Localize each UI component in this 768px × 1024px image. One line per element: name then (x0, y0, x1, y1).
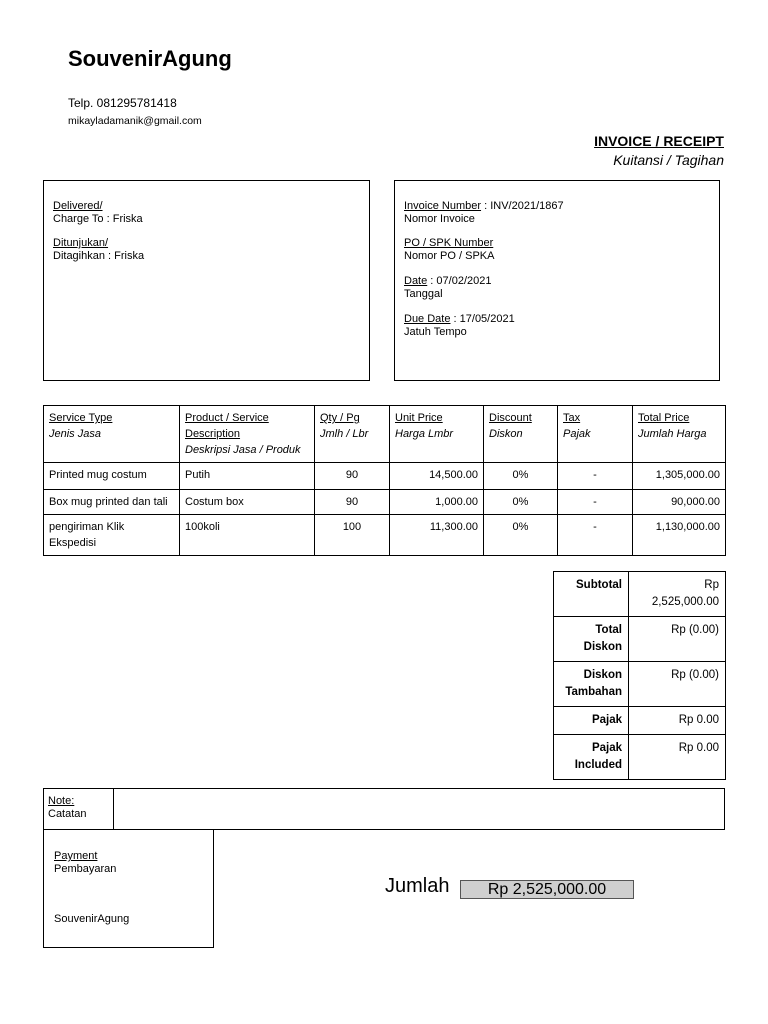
row-product: Putih (180, 463, 315, 490)
invoice-info-box (394, 180, 720, 381)
pajak-included-value: Rp 0.00 (629, 735, 726, 780)
charge-to-label: Charge To : (53, 213, 113, 225)
subtotal-value: Rp 2,525,000.00 (629, 572, 726, 617)
date-label: Date (404, 275, 428, 287)
header-total (633, 406, 726, 463)
note-label-block (48, 795, 87, 821)
header-product-label: Product / Service (185, 412, 269, 424)
header-qty-sub: Jmlh / Lbr (320, 428, 369, 440)
billed-to-block (53, 237, 144, 263)
table-row (44, 490, 726, 515)
header-product (180, 406, 315, 463)
row-discount: 0% (484, 490, 558, 515)
due-date-label: Due Date (404, 313, 451, 325)
row-tax: - (558, 515, 633, 556)
row-total: 1,305,000.00 (633, 463, 726, 490)
header-service-type-sub: Jenis Jasa (49, 428, 101, 440)
date-block (404, 275, 491, 301)
header-service-type-label: Service Type (49, 412, 113, 424)
due-date-block (404, 313, 515, 339)
header-qty-label: Qty / Pg (320, 412, 360, 424)
charge-to-block (53, 200, 143, 226)
note-divider (113, 789, 114, 829)
items-table (43, 405, 726, 556)
pajak-included-label: Pajak Included (554, 735, 629, 780)
table-row (44, 515, 726, 556)
totals-row-subtotal (554, 572, 726, 617)
date-value: : 07/02/2021 (427, 275, 492, 287)
payment-box (43, 829, 214, 948)
header-total-label: Total Price (638, 412, 690, 424)
header-unit-price-label: Unit Price (395, 412, 443, 424)
header-discount (484, 406, 558, 463)
due-date-value: : 17/05/2021 (450, 313, 515, 325)
header-discount-label: Discount (489, 412, 532, 424)
due-date-sub: Jatuh Tempo (404, 326, 467, 338)
row-unit-price: 1,000.00 (390, 490, 484, 515)
po-number-block (404, 237, 494, 263)
totals-row-total-diskon (554, 617, 726, 662)
header-discount-sub: Diskon (489, 428, 523, 440)
row-total: 90,000.00 (633, 490, 726, 515)
header-service-type (44, 406, 180, 463)
row-qty: 90 (315, 463, 390, 490)
row-unit-price: 14,500.00 (390, 463, 484, 490)
note-box (43, 788, 725, 830)
header-qty (315, 406, 390, 463)
total-diskon-value: Rp (0.00) (629, 617, 726, 662)
po-number-label: PO / SPK Number (404, 237, 494, 249)
invoice-number-block (404, 200, 564, 226)
ditagihkan-label: Ditagihkan : (53, 250, 115, 262)
total-diskon-label: Total Diskon (554, 617, 629, 662)
header-unit-price (390, 406, 484, 463)
payment-sub: Pembayaran (54, 863, 117, 875)
company-phone: Telp. 081295781418 (68, 96, 177, 110)
header-unit-price-sub: Harga Lmbr (395, 428, 454, 440)
payment-label-block (54, 850, 116, 876)
note-label: Note: (48, 795, 75, 807)
header-product-sub: Deskripsi Jasa / Produk (185, 444, 301, 456)
row-unit-price: 11,300.00 (390, 515, 484, 556)
diskon-tambahan-label: Diskon Tambahan (554, 662, 629, 707)
invoice-number-value: : INV/2021/1867 (481, 200, 564, 212)
row-discount: 0% (484, 463, 558, 490)
row-product: Costum box (180, 490, 315, 515)
delivered-label: Delivered/ (53, 200, 103, 212)
row-qty: 100 (315, 515, 390, 556)
invoice-number-sub: Nomor Invoice (404, 213, 475, 225)
diskon-tambahan-value: Rp (0.00) (629, 662, 726, 707)
company-email: mikayladamanik@gmail.com (68, 115, 202, 127)
ditagihkan-value: Friska (114, 250, 145, 262)
document-title: INVOICE / RECEIPT (594, 133, 724, 149)
table-row (44, 463, 726, 490)
date-sub: Tanggal (404, 288, 443, 300)
header-tax-label: Tax (563, 412, 581, 424)
header-tax-sub: Pajak (563, 428, 591, 440)
row-tax: - (558, 490, 633, 515)
row-service: pengiriman Klik Ekspedisi (44, 515, 180, 556)
totals-table (553, 571, 726, 780)
note-sub: Catatan (48, 808, 87, 820)
row-product: 100koli (180, 515, 315, 556)
jumlah-value: Rp 2,525,000.00 (460, 880, 634, 899)
company-name: SouvenirAgung (68, 46, 232, 71)
row-total: 1,130,000.00 (633, 515, 726, 556)
invoice-number-label: Invoice Number (404, 200, 482, 212)
subtotal-label: Subtotal (554, 572, 629, 617)
row-tax: - (558, 463, 633, 490)
payment-label: Payment (54, 850, 98, 862)
po-number-sub: Nomor PO / SPKA (404, 250, 495, 262)
row-service: Printed mug costum (44, 463, 180, 490)
table-header-row (44, 406, 726, 463)
totals-row-diskon-tambahan (554, 662, 726, 707)
header-product-label-2: Description (185, 428, 241, 440)
header-tax (558, 406, 633, 463)
row-qty: 90 (315, 490, 390, 515)
header-total-sub: Jumlah Harga (638, 428, 707, 440)
jumlah-label: Jumlah (385, 875, 450, 897)
document-subtitle: Kuitansi / Tagihan (613, 152, 724, 168)
row-discount: 0% (484, 515, 558, 556)
charge-to-value: Friska (112, 213, 143, 225)
row-service: Box mug printed dan tali (44, 490, 180, 515)
bill-to-box (43, 180, 370, 381)
totals-row-pajak (554, 707, 726, 735)
totals-row-pajak-included (554, 735, 726, 780)
ditunjukan-label: Ditunjukan/ (53, 237, 109, 249)
pajak-label: Pajak (554, 707, 629, 735)
payment-name: SouvenirAgung (54, 913, 130, 925)
pajak-value: Rp 0.00 (629, 707, 726, 735)
